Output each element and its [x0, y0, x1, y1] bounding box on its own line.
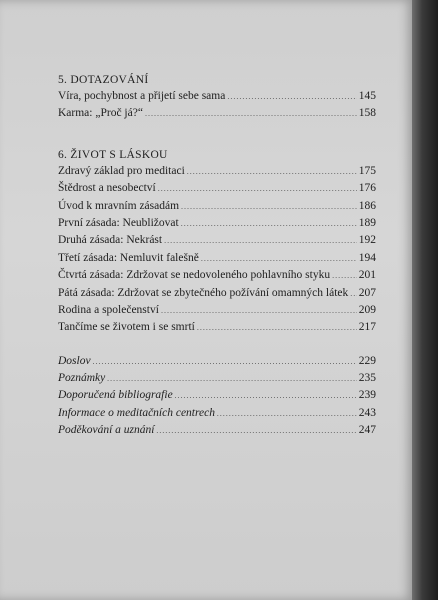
- toc-entry-title: Doporučená bibliografie: [58, 389, 173, 402]
- toc-entry-page: 247: [358, 424, 376, 437]
- toc-entry-title: Čtvrtá zásada: Zdržovat se nedovoleného pohlavního styku: [58, 269, 331, 282]
- leader-dots: [350, 285, 356, 302]
- toc-entry: [58, 267, 376, 284]
- toc-entry-page: 194: [358, 251, 376, 264]
- toc-entry: [58, 88, 376, 105]
- toc-entry-title: Víra, pochybnost a přijetí sebe sama: [58, 90, 226, 102]
- appendix-list: [58, 353, 376, 440]
- toc-entry: [58, 405, 376, 422]
- spacer: [58, 123, 376, 147]
- toc-entry: [58, 387, 376, 404]
- toc-entry-page: 243: [358, 406, 376, 419]
- toc-entry-page: 189: [358, 216, 376, 229]
- book-spine-shadow: [412, 0, 438, 600]
- toc-entry-page: 201: [358, 269, 376, 282]
- toc-entry: [58, 163, 376, 180]
- toc-entry-title: Tančíme se životem i se smrtí: [58, 321, 195, 334]
- toc-entry: [58, 302, 376, 319]
- spacer: [58, 337, 376, 353]
- toc-entry-title: Štědrost a nesobectví: [58, 182, 156, 195]
- toc-entry-title: Pátá zásada: Zdržovat se zbytečného požívání omamných látek: [58, 286, 349, 299]
- toc-entry-title: Druhá zásada: Nekrást: [58, 234, 163, 247]
- toc-entry-title: Zdravý základ pro meditaci: [58, 164, 185, 177]
- toc-entry-page: 235: [358, 372, 376, 385]
- leader-dots: [107, 370, 356, 387]
- toc-entry-page: 186: [358, 199, 376, 212]
- leader-dots: [164, 232, 357, 249]
- toc-entry-page: 176: [358, 182, 376, 195]
- toc-entry-page: 239: [358, 389, 376, 402]
- toc-entry-title: Doslov: [58, 354, 91, 367]
- toc-entry: [58, 319, 376, 336]
- toc-entry-title: Poznámky: [58, 372, 106, 385]
- leader-dots: [158, 180, 357, 197]
- section-heading-6: 6. ŽIVOT S LÁSKOU: [58, 148, 168, 161]
- toc-entry: [58, 105, 376, 122]
- toc-entry: [58, 370, 376, 387]
- section-5-list: [58, 88, 376, 123]
- leader-dots: [181, 198, 357, 215]
- toc-entry: [58, 180, 376, 197]
- table-of-contents: [58, 72, 376, 440]
- toc-entry: [58, 422, 376, 439]
- leader-dots: [332, 267, 357, 284]
- toc-entry-page: 217: [358, 321, 376, 334]
- toc-entry: [58, 250, 376, 267]
- toc-entry-title: Poděkování a uznání: [58, 424, 155, 437]
- toc-entry-title: Třetí zásada: Nemluvit falešně: [58, 251, 199, 264]
- toc-entry: [58, 232, 376, 249]
- leader-dots: [175, 387, 357, 404]
- leader-dots: [181, 215, 357, 232]
- toc-entry-title: Rodina a společenství: [58, 303, 159, 316]
- toc-entry-page: 145: [358, 90, 376, 102]
- toc-entry-page: 192: [358, 234, 376, 247]
- leader-dots: [161, 302, 357, 319]
- leader-dots: [197, 319, 357, 336]
- leader-dots: [187, 163, 357, 180]
- section-6-list: [58, 163, 376, 337]
- toc-entry: [58, 353, 376, 370]
- leader-dots: [93, 353, 357, 370]
- toc-entry-page: 229: [358, 354, 376, 367]
- toc-entry-page: 207: [358, 286, 376, 299]
- toc-entry-page: 175: [358, 164, 376, 177]
- toc-entry: [58, 215, 376, 232]
- leader-dots: [156, 422, 356, 439]
- toc-entry-page: 209: [358, 303, 376, 316]
- toc-entry-title: Informace o meditačních centrech: [58, 406, 216, 419]
- section-heading-5: 5. DOTAZOVÁNÍ: [58, 74, 149, 86]
- toc-entry: [58, 285, 376, 302]
- toc-entry-page: 158: [358, 107, 376, 120]
- leader-dots: [145, 105, 357, 122]
- leader-dots: [217, 405, 357, 422]
- toc-entry-title: Úvod k mravním zásadám: [58, 199, 180, 212]
- toc-entry: [58, 198, 376, 215]
- toc-entry-title: První zásada: Neubližovat: [58, 216, 179, 229]
- leader-dots: [227, 88, 356, 105]
- leader-dots: [201, 250, 357, 267]
- toc-entry-title: Karma: „Proč já?“: [58, 107, 143, 120]
